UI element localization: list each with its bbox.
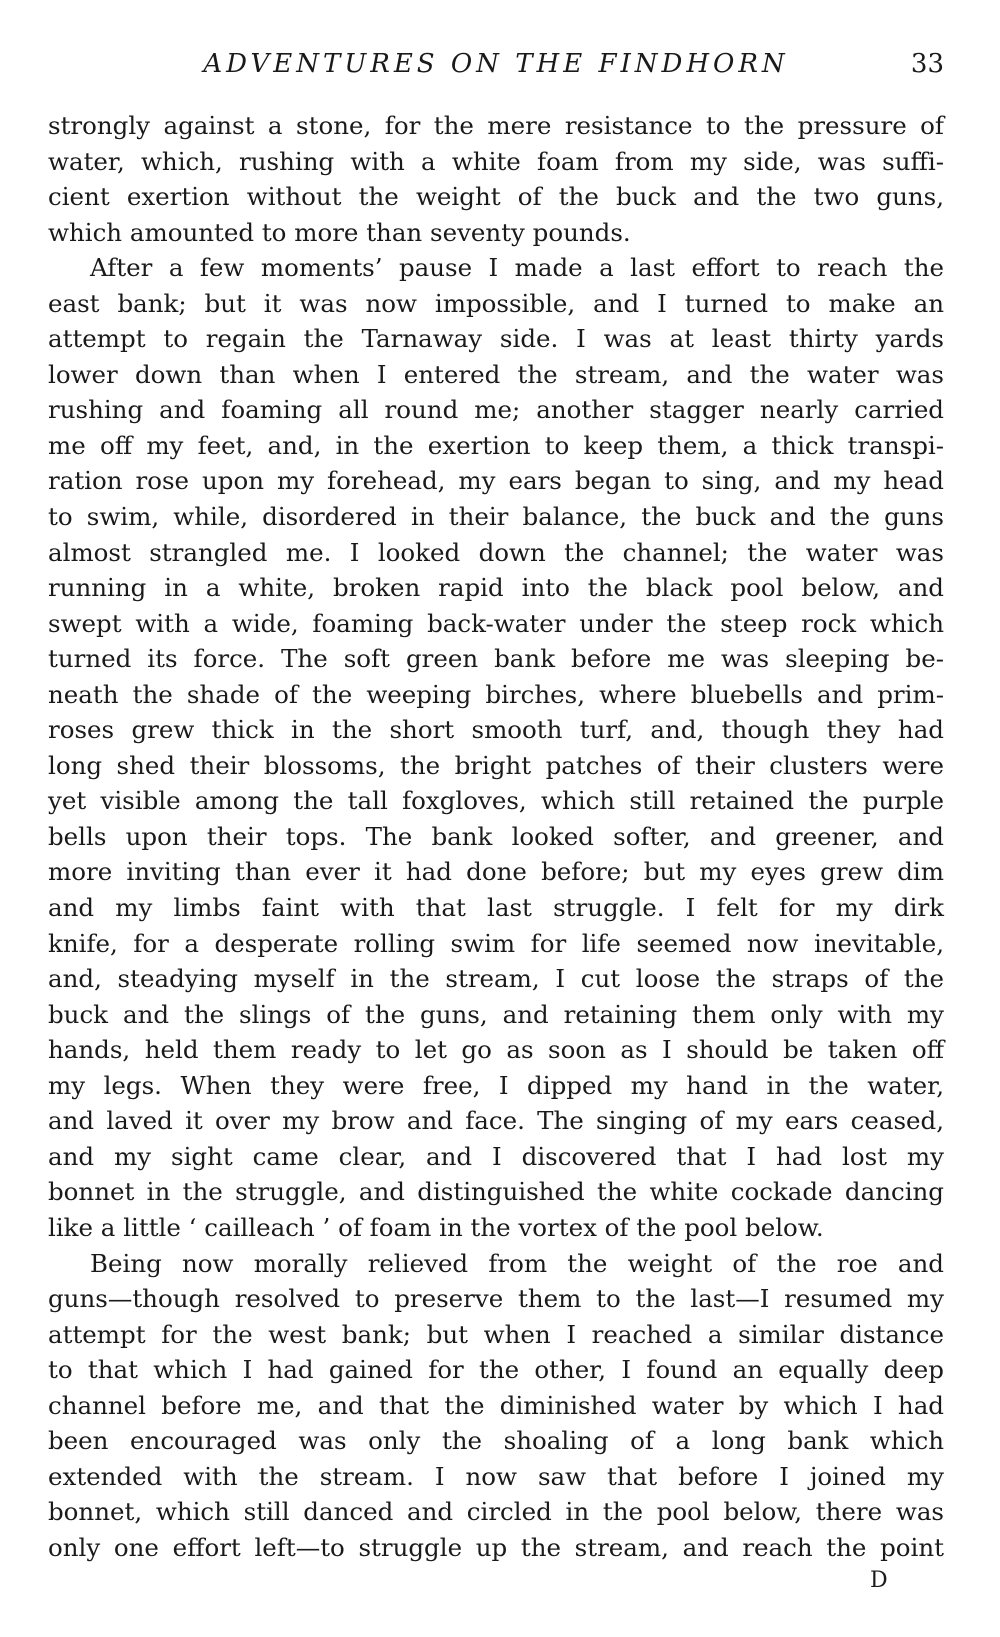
text-line: bonnet in the struggle, and distinguished the white cockade dancing: [48, 1177, 944, 1207]
text-line: which amounted to more than seventy pounds.: [48, 217, 631, 247]
text-line: attempt for the west bank; but when I reached a similar distance: [48, 1319, 944, 1349]
text-line: rushing and foaming all round me; another stagger nearly carried: [48, 395, 944, 425]
page-number: 33: [910, 49, 944, 79]
text-line: After a few moments’ pause I made a last effort to reach the: [90, 253, 944, 283]
text-line: lower down than when I entered the stream, and the water was: [48, 359, 944, 389]
text-line: and, steadying myself in the stream, I cut loose the straps of the: [48, 964, 944, 994]
text-line: attempt to regain the Tarnaway side. I was at least thirty yards: [48, 324, 944, 354]
text-line: water, which, rushing with a white foam from my side, was suffi-: [48, 146, 944, 176]
text-line: been encouraged was only the shoaling of a long bank which: [48, 1426, 944, 1456]
text-line: neath the shade of the weeping birches, where bluebells and prim-: [48, 679, 944, 709]
text-line: yet visible among the tall foxgloves, which still retained the purple: [48, 786, 944, 816]
text-line: bonnet, which still danced and circled in the pool below, there was: [48, 1497, 944, 1527]
text-line: cient exertion without the weight of the buck and the two guns,: [48, 182, 944, 212]
text-line: hands, held them ready to let go as soon as I should be taken off: [48, 1035, 944, 1065]
text-line: roses grew thick in the short smooth turf, and, though they had: [48, 715, 944, 745]
text-line: more inviting than ever it had done before; but my eyes grew dim: [48, 857, 944, 887]
text-line: Being now morally relieved from the weight of the roe and: [90, 1248, 944, 1278]
text-line: buck and the slings of the guns, and retaining them only with my: [48, 999, 944, 1029]
text-line: and my sight came clear, and I discovered that I had lost my: [48, 1141, 944, 1171]
signature-mark: D: [870, 1568, 888, 1593]
text-line: ration rose upon my forehead, my ears began to sing, and my head: [48, 466, 944, 496]
text-line: bells upon their tops. The bank looked softer, and greener, and: [48, 821, 944, 851]
text-line: almost strangled me. I looked down the channel; the water was: [48, 537, 944, 567]
text-line: to that which I had gained for the other, I found an equally deep: [48, 1355, 944, 1385]
text-line: guns—though resolved to preserve them to the last—I resumed my: [48, 1284, 944, 1314]
text-line: long shed their blossoms, the bright patches of their clusters were: [48, 750, 944, 780]
running-title: ADVENTURES ON THE FINDHORN: [203, 49, 789, 79]
text-line: channel before me, and that the diminished water by which I had: [48, 1390, 944, 1420]
text-line: running in a white, broken rapid into the black pool below, and: [48, 573, 944, 603]
text-line: extended with the stream. I now saw that before I joined my: [48, 1461, 944, 1491]
text-line: like a little ‘ cailleach ’ of foam in the vortex of the pool below.: [48, 1212, 824, 1242]
body-text: [48, 108, 944, 1565]
text-line: turned its force. The soft green bank before me was sleeping be-: [48, 644, 944, 674]
text-line: only one effort left—to struggle up the stream, and reach the point: [48, 1532, 944, 1562]
text-line: strongly against a stone, for the mere resistance to the pressure of: [48, 111, 944, 140]
text-line: and my limbs faint with that last struggle. I felt for my dirk: [48, 893, 944, 923]
text-line: knife, for a desperate rolling swim for life seemed now inevitable,: [48, 928, 944, 958]
text-line: and laved it over my brow and face. The singing of my ears ceased,: [48, 1106, 944, 1136]
text-line: swept with a wide, foaming back-water under the steep rock which: [48, 608, 944, 638]
running-head: [48, 44, 944, 84]
text-line: to swim, while, disordered in their balance, the buck and the guns: [48, 502, 944, 532]
text-line: my legs. When they were free, I dipped my hand in the water,: [48, 1070, 944, 1100]
text-line: me off my feet, and, in the exertion to keep them, a thick transpi-: [48, 430, 944, 460]
text-line: east bank; but it was now impossible, and I turned to make an: [48, 288, 944, 318]
